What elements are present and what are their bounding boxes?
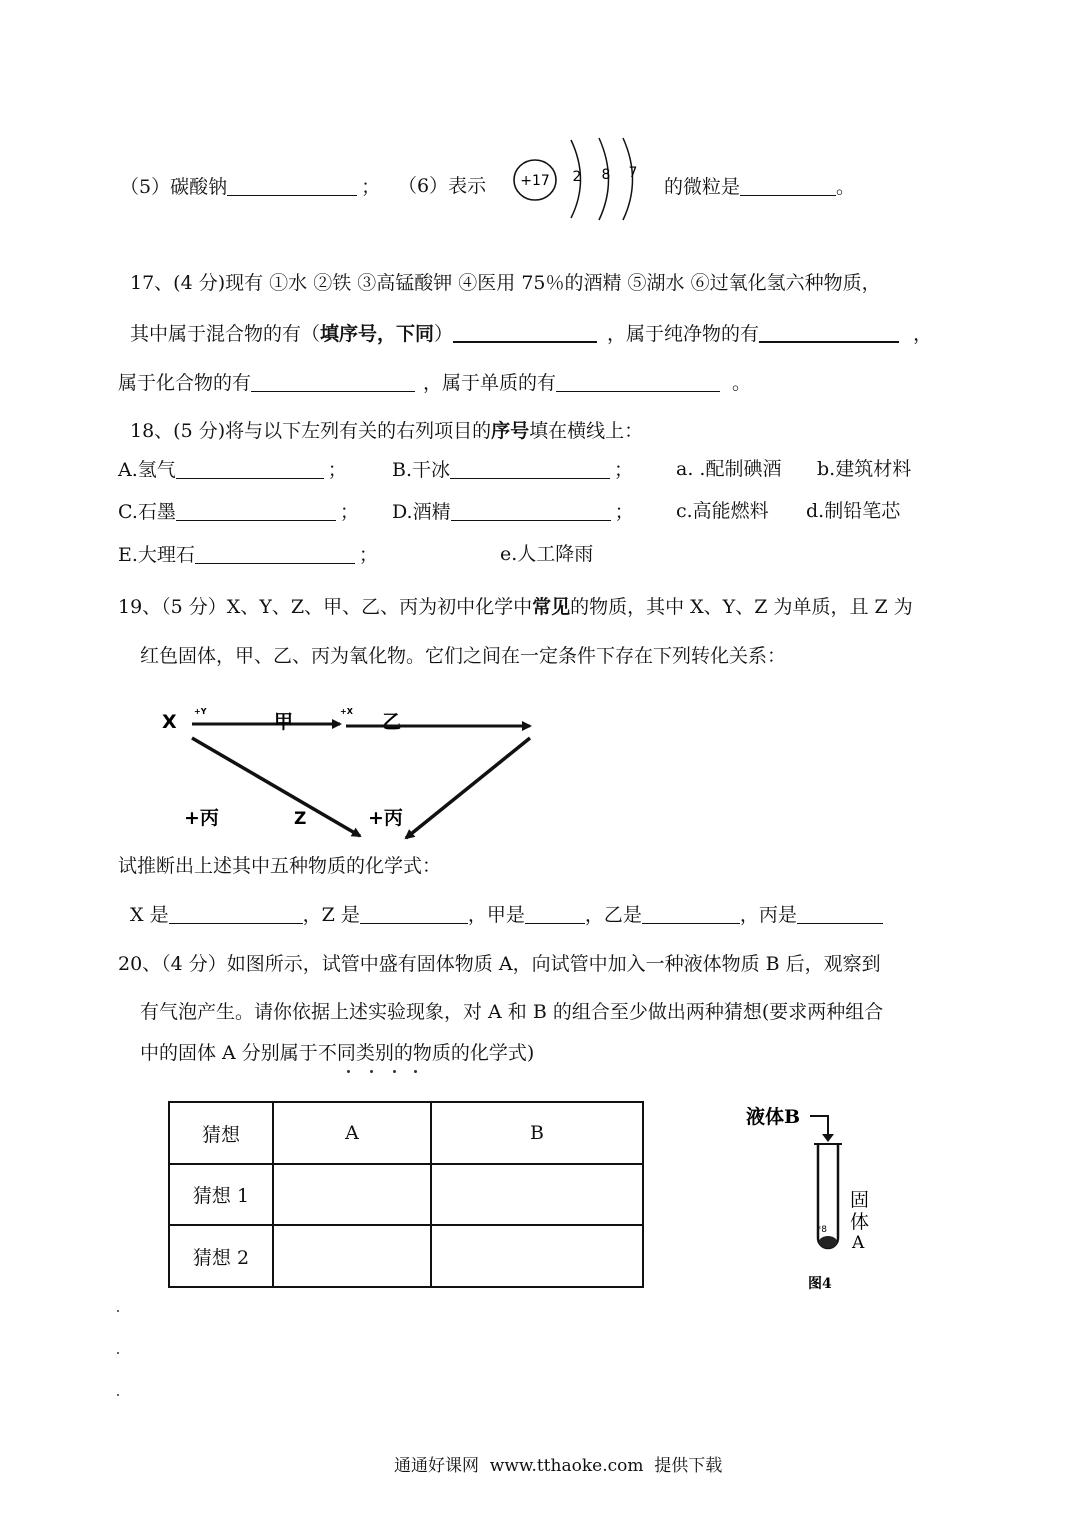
table-header-cell: A: [273, 1102, 431, 1164]
solid-a-label-3: A: [852, 1233, 865, 1253]
figure-caption: 图4: [808, 1276, 832, 1292]
emphasized-text: 不同类别: [317, 1042, 394, 1064]
q16-item5: （5）碳酸钠 ；: [120, 176, 381, 198]
substance-x: X: [162, 711, 177, 733]
answer-cell-a[interactable]: [273, 1164, 431, 1225]
shell-electrons-1: 2: [572, 169, 582, 185]
q18-left-a: A.氢气 ；: [118, 459, 347, 481]
shell-electrons-2: 8: [601, 167, 611, 183]
solid-a-label-1: 固: [850, 1189, 870, 1211]
emphasis-dot: [393, 1070, 396, 1073]
substance-yi: 乙: [382, 711, 402, 733]
table-row-label: 猜想 2: [169, 1225, 273, 1287]
q18-right-a: a. .配制碘酒: [676, 458, 782, 480]
q16-item6-tail: 的微粒是 。: [664, 176, 856, 198]
test-tube-figure: [738, 1098, 898, 1298]
q18-left-b: B.干冰 ；: [392, 459, 634, 481]
q17-line3: 属于化合物的有 ，属于单质的有 。: [118, 372, 752, 394]
q18-right-e: e.人工降雨: [500, 543, 594, 565]
q20-line2: 有气泡产生。请你依据上述实验现象，对 A 和 B 的组合至少做出两种猜想(要求两种组合: [140, 1001, 884, 1023]
reactant-plus-x: +X: [340, 707, 353, 716]
margin-dot: [117, 1394, 119, 1396]
q17-line2: 其中属于混合物的有（填序号，下同） ，属于纯净物的有 ，: [130, 323, 933, 345]
reactant-plus-bing-right: +丙: [368, 807, 403, 829]
margin-dot: [117, 1310, 119, 1312]
table-header-cell: 猜想: [169, 1102, 273, 1164]
guess-table: [168, 1101, 644, 1288]
q20-line1: 20、（4 分）如图所示，试管中盛有固体物质 A，向试管中加入一种液体物质 B 后，观察到: [118, 953, 881, 975]
substance-jia: 甲: [274, 711, 294, 733]
reactant-plus-y: +Y: [194, 707, 207, 716]
answer-cell-b[interactable]: [431, 1225, 643, 1287]
table-row-label: 猜想 1: [169, 1164, 273, 1225]
q19-answers: X 是 ，Z 是 ，甲是 ，乙是 ，丙是: [130, 905, 883, 925]
q16-item6: （6）表示: [398, 175, 487, 197]
drop-arrow-icon: [822, 1134, 834, 1142]
q18-left-e: E.大理石 ；: [118, 544, 378, 566]
q20-line3: 中的固体 A 分别属于不同类别的物质的化学式): [140, 1042, 535, 1064]
chlorine-atom-structure-diagram: [505, 128, 655, 228]
margin-dot: [117, 1352, 119, 1354]
table-row: [169, 1225, 643, 1287]
reactant-plus-bing-left: +丙: [184, 807, 219, 829]
emphasis-dot: [414, 1070, 417, 1073]
q18-right-d: d.制铅笔芯: [806, 500, 901, 522]
table-header-row: [169, 1102, 643, 1164]
shell-electrons-3: 7: [628, 165, 638, 181]
emphasis-dot: [347, 1070, 350, 1073]
page-footer: 通通好课网 www.tthaoke.com 提供下载: [394, 1456, 723, 1476]
emphasis-dot: [370, 1070, 373, 1073]
q18-left-d: D.酒精 ；: [392, 501, 634, 523]
q19-conversion-diagram: [150, 700, 550, 850]
solid-a-label-2: 体: [850, 1211, 870, 1233]
liquid-b-label: 液体B: [746, 1106, 801, 1128]
q19-line2: 红色固体，甲、乙、丙为氧化物。它们之间在一定条件下存在下列转化关系：: [140, 645, 787, 667]
q19-ask: 试推断出上述其中五种物质的化学式：: [118, 855, 442, 877]
arrow-yi-to-z: [406, 738, 530, 838]
solid-a-mass: [819, 1236, 837, 1248]
q18-intro: 18、(5 分)将与以下左列有关的右列项目的序号填在横线上：: [130, 420, 644, 442]
q18-left-c: C.石墨 ；: [118, 501, 359, 523]
substance-z: Z: [294, 809, 307, 829]
solid-a-mark: ᵋ8: [818, 1225, 827, 1235]
q18-right-c: c.高能燃料: [676, 500, 769, 522]
q18-right-b: b.建筑材料: [817, 458, 912, 480]
q17-line1: 17、(4 分)现有 ①水 ②铁 ③高锰酸钾 ④医用 75％的酒精 ⑤湖水 ⑥过氧化氢六种物质，: [130, 272, 881, 294]
q19-line1: 19、（5 分）X、Y、Z、甲、乙、丙为初中化学中常见的物质，其中 X、Y、Z 为单质，且 Z 为: [118, 596, 913, 618]
answer-cell-b[interactable]: [431, 1164, 643, 1225]
table-row: [169, 1164, 643, 1225]
nucleus-charge: +17: [520, 173, 550, 189]
table-header-cell: B: [431, 1102, 643, 1164]
answer-cell-a[interactable]: [273, 1225, 431, 1287]
